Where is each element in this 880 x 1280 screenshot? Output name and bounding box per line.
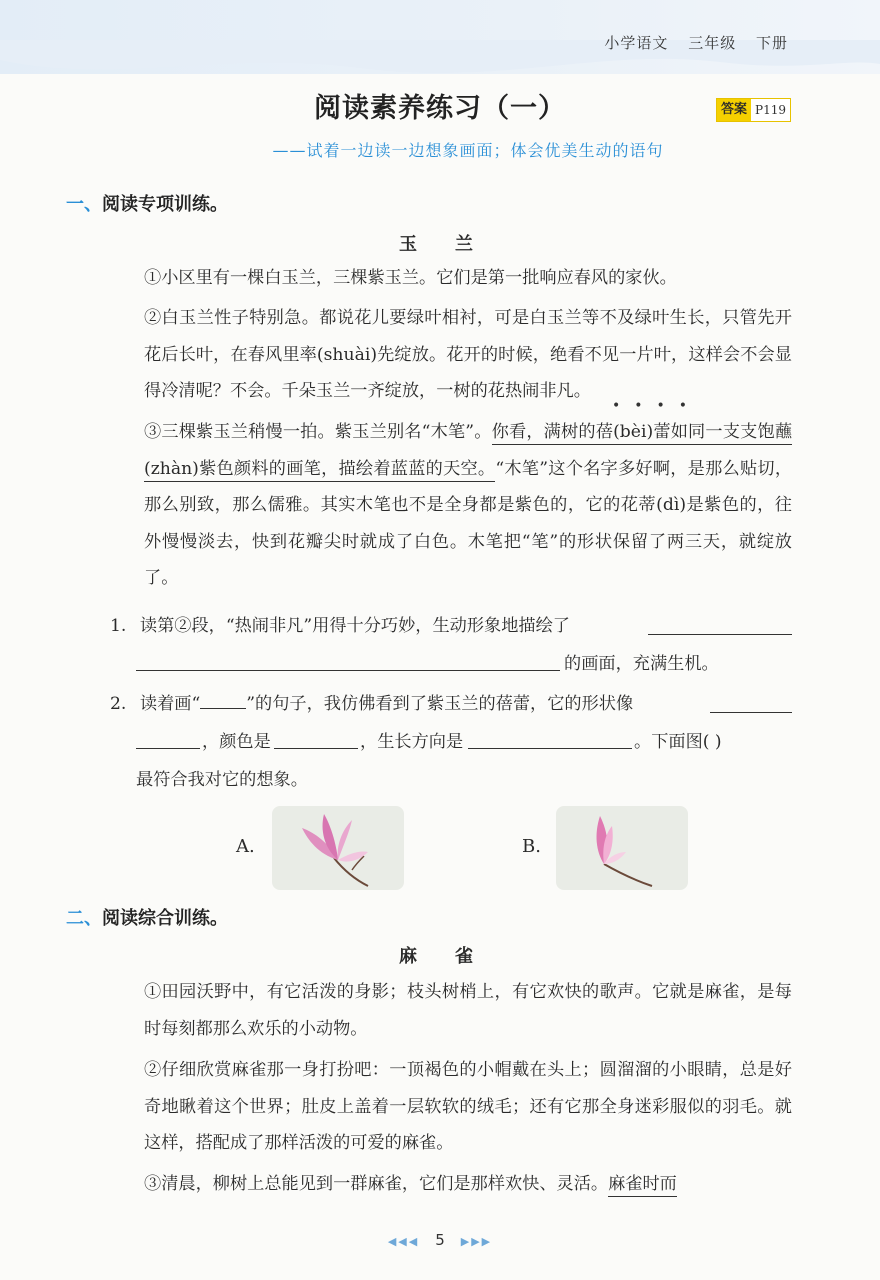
option-b-label[interactable]: B. [522, 836, 541, 857]
answer-blank[interactable] [648, 634, 792, 635]
page-title: 阅读素养练习（一） [314, 93, 566, 124]
question-number: 2. [110, 694, 127, 714]
question-text: 读第②段，“热闹非凡”用得十分巧妙，生动形象地描绘了 [139, 616, 570, 636]
emphasis-dots: •••• [612, 398, 702, 414]
passage-title: 麻雀 [399, 946, 511, 967]
subject-label: 小学语文 [604, 34, 669, 52]
page-number: 5 [435, 1231, 445, 1249]
prev-arrows-icon: ◀◀◀ [387, 1235, 420, 1248]
passage-paragraph-3 [110, 414, 792, 597]
magnolia-bloom-icon [272, 806, 404, 890]
book-info [590, 32, 788, 53]
passage-title: 玉兰 [399, 234, 511, 255]
answer-page: P119 [755, 103, 786, 117]
answer-blank[interactable] [274, 748, 358, 749]
paragraph-text [110, 414, 792, 597]
paragraph-text [110, 1166, 792, 1203]
answer-label: 答案 [717, 99, 751, 121]
passage-paragraph-1 [110, 260, 792, 297]
question-text: 。下面图( ) [634, 732, 722, 752]
section-label: 阅读专项训练。 [102, 194, 228, 215]
section-number: 一、 [66, 194, 102, 215]
page-footer [0, 1230, 880, 1249]
paragraph-text: ①小区里有一棵白玉兰，三棵紫玉兰。它们是第一批响应春风的家伙。 [144, 268, 677, 288]
paragraph-text: ②白玉兰性子特别急。都说花儿要绿叶相衬，可是白玉兰等不及绿叶生长，只管先开花后长叶，在春风里率(shuài)先绽放。花开的时候，绝看不见一片叶，这样会不会显得冷清呢？不会。千朵玉兰一齐绽放，一树的花热闹非凡。 [144, 308, 792, 401]
answer-blank[interactable] [136, 670, 560, 671]
option-a-label[interactable]: A. [236, 836, 255, 857]
paragraph-text-plain: ③清晨，柳树上总能见到一群麻雀，它们是那样欢快、灵活。 [144, 1174, 609, 1194]
paragraph-text-plain: ③三棵紫玉兰稍慢一拍。紫玉兰别名“木笔”。 [144, 422, 492, 442]
paragraph-text: ①田园沃野中，有它活泼的身影；枝头树梢上，有它欢快的歌声。它就是麻雀，是每时每刻都那么欢乐的小动物。 [144, 982, 792, 1039]
passage-paragraph-3 [110, 1166, 792, 1203]
section-label: 阅读综合训练。 [102, 908, 228, 929]
question-text: ”的句子，我仿佛看到了紫玉兰的蓓蕾，它的形状像 [246, 694, 634, 714]
underlined-sentence: 麻雀时而 [608, 1174, 677, 1197]
section-heading-1 [66, 190, 228, 216]
question-text: 最符合我对它的想象。 [136, 770, 308, 790]
answer-blank[interactable] [710, 712, 792, 713]
question-2 [110, 686, 633, 722]
section-number: 二、 [66, 908, 102, 929]
passage-paragraph-1 [110, 974, 792, 1047]
question-text: 读着画“ [139, 694, 201, 714]
underlined-sentence: 你看，满树的蓓(bèi)蕾如同一支支饱蘸(zhàn)紫色颜料的画笔，描绘着蓝蓝的天空。 [144, 422, 792, 482]
question-text: ，颜色是 [202, 732, 271, 752]
question-text: ，生长方向是 [360, 732, 464, 752]
option-a-image[interactable] [272, 806, 404, 890]
volume-label: 下册 [755, 34, 788, 52]
answer-blank[interactable] [200, 690, 246, 709]
grade-label: 三年级 [688, 34, 737, 52]
answer-badge [716, 98, 791, 122]
question-1 [110, 608, 570, 644]
section-heading-2 [66, 904, 228, 930]
answer-blank[interactable] [136, 748, 200, 749]
answer-blank[interactable] [468, 748, 632, 749]
paragraph-text: ②仔细欣赏麻雀那一身打扮吧：一顶褐色的小帽戴在头上；圆溜溜的小眼睛，总是好奇地瞅着这个世界；肚皮上盖着一层软软的绒毛；还有它那全身迷彩服似的羽毛。就这样，搭配成了那样活泼的可爱的麻雀。 [144, 1060, 792, 1153]
page-subtitle: ——试着一边读一边想象画面；体会优美生动的语句 [272, 141, 664, 160]
next-arrows-icon: ▶▶▶ [460, 1235, 493, 1248]
option-b-image[interactable] [556, 806, 688, 890]
paragraph-text-plain: “木笔”这个名字多好啊，是那么贴切，那么别致，那么儒雅。其实木笔也不是全身都是紫色的，它的花蒂(dì)是紫色的，往外慢慢淡去，快到花瓣尖时就成了白色。木笔把“笔”的形状保留了两三天，就绽放了。 [144, 458, 793, 588]
question-text-cont: 的画面，充满生机。 [564, 654, 719, 674]
passage-paragraph-2 [110, 1052, 792, 1162]
question-number: 1. [110, 616, 127, 636]
magnolia-bud-icon [556, 806, 688, 890]
passage-paragraph-2 [110, 300, 792, 410]
